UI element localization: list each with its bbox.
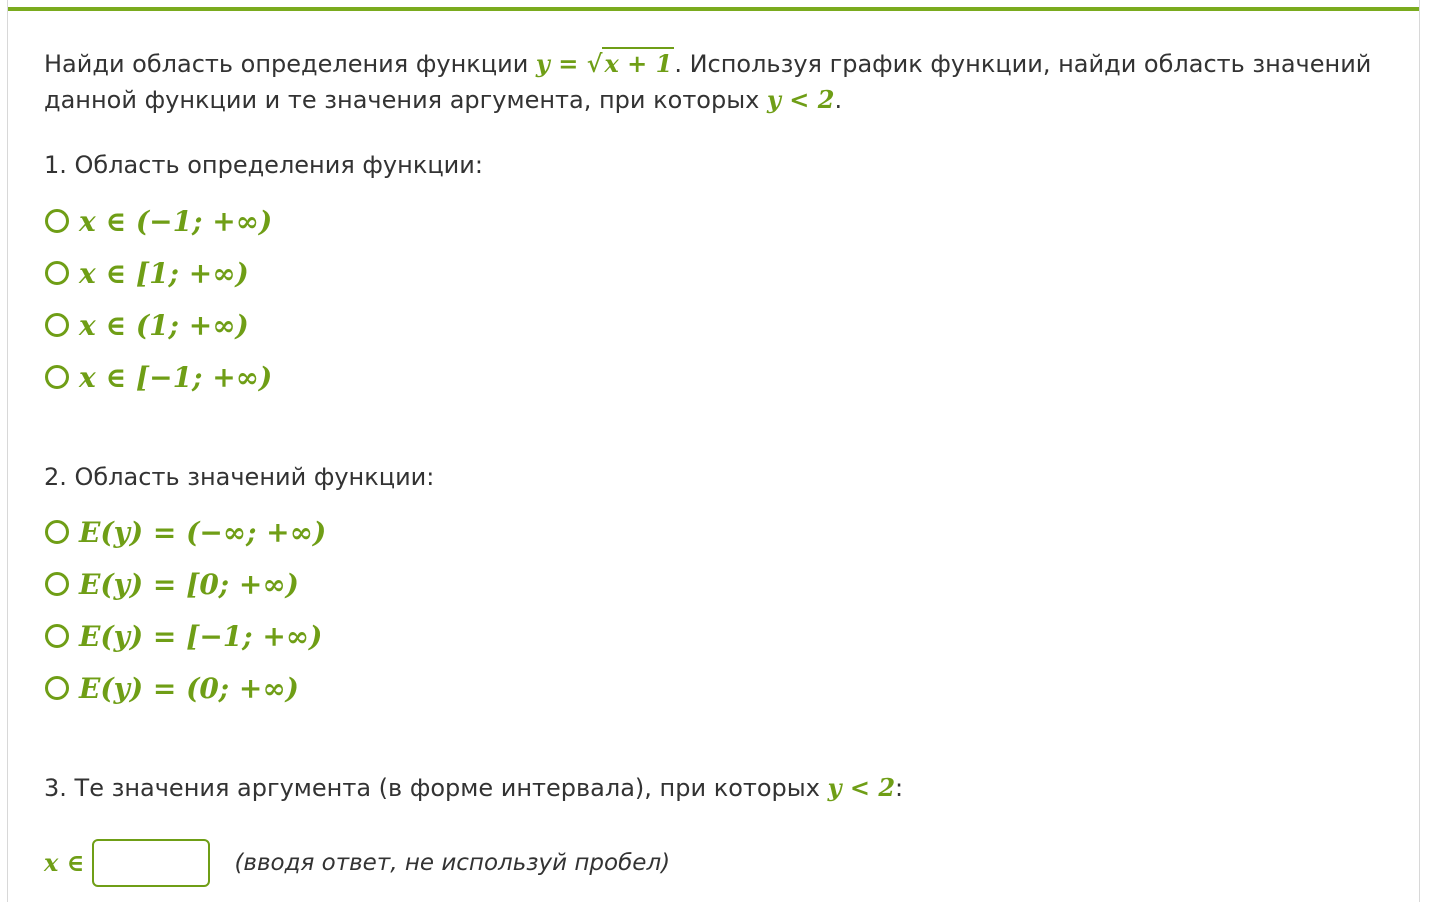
sqrt-sign: √ [586, 49, 603, 78]
answer-row [44, 838, 670, 888]
answer-prefix: x ∈ [44, 848, 85, 877]
option-formula: E(y) = (−∞; +∞) [79, 515, 327, 549]
question-text [44, 46, 1394, 118]
option-formula: x ∈ (−1; +∞) [79, 204, 273, 238]
radio-button[interactable] [45, 572, 69, 596]
radio-button[interactable] [45, 520, 69, 544]
domain-option[interactable] [44, 351, 272, 403]
option-formula: E(y) = (0; +∞) [79, 671, 299, 705]
range-option[interactable] [44, 506, 326, 558]
input-hint: (вводя ответ, не используй пробел) [234, 850, 671, 876]
option-formula: x ∈ (1; +∞) [79, 308, 249, 342]
section-1-options [44, 195, 272, 403]
section-3-title-text: 3. Те значения аргумента (в форме интервала), при которых [44, 774, 828, 802]
section-3-condition: y < 2 [827, 773, 896, 802]
range-option[interactable] [44, 558, 326, 610]
question-text-part-2: . Используя график функции, найди область значений данной функции и те значения аргумента, при которых [44, 50, 1372, 114]
section-3-title [44, 770, 903, 806]
sqrt-expression [587, 46, 675, 82]
formula-y: y [535, 49, 550, 78]
question-condition: y < 2 [767, 85, 835, 114]
radio-button[interactable] [45, 676, 69, 700]
section-3-title-end: : [895, 774, 904, 802]
section-2-options [44, 506, 326, 714]
section-1-title: 1. Область определения функции: [44, 151, 483, 179]
option-formula: x ∈ [−1; +∞) [79, 360, 273, 394]
question-text-part-1: Найди область определения функции [44, 50, 536, 78]
section-2-title: 2. Область значений функции: [44, 463, 435, 491]
radio-button[interactable] [45, 313, 69, 337]
question-text-part-3: . [834, 86, 843, 114]
option-formula: E(y) = [−1; +∞) [79, 619, 323, 653]
radio-button[interactable] [45, 365, 69, 389]
radio-button[interactable] [45, 624, 69, 648]
range-option[interactable] [44, 610, 326, 662]
top-accent-bar [8, 7, 1419, 11]
sqrt-radicand: x + 1 [604, 49, 673, 78]
radio-button[interactable] [45, 209, 69, 233]
domain-option[interactable] [44, 247, 272, 299]
formula-equals: = [549, 49, 587, 78]
domain-option[interactable] [44, 299, 272, 351]
interval-answer-input[interactable] [92, 839, 210, 887]
exercise-card [7, 0, 1420, 902]
domain-option[interactable] [44, 195, 272, 247]
option-formula: E(y) = [0; +∞) [79, 567, 299, 601]
radio-button[interactable] [45, 261, 69, 285]
range-option[interactable] [44, 662, 326, 714]
option-formula: x ∈ [1; +∞) [79, 256, 249, 290]
